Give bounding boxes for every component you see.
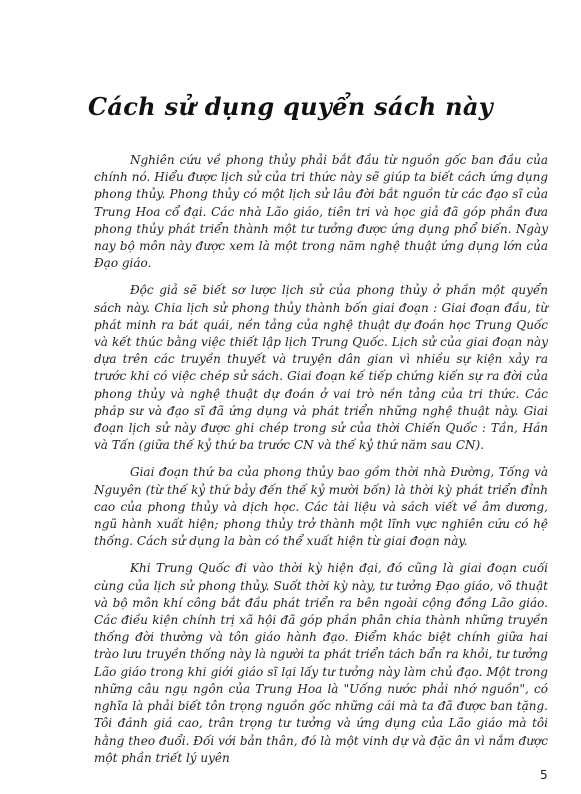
chapter-title: Cách sử dụng quyển sách này [88,92,493,121]
body-text [94,152,548,777]
paragraph: Khi Trung Quốc đi vào thời kỳ hiện đại, đó cũng là giai đoạn cuối cùng của lịch sử phong thủy. Suốt thời kỳ này, tư tưởng Đạo giáo, võ thuật và bộ môn khí công bắt đầu phát triển ra bên ngoài cộng đồng Lão giáo. Các điều kiện chính trị xã hội đã góp phần phân chia thành những truyền thống đời thường và tôn giáo hành đạo. Điểm khác biệt chính giữa hai trào lưu truyền thống này là người ta phát triển tách bẩn ra khỏi, tư tưởng Lão giáo trong khi giới giáo sĩ lại lấy tư tưởng này làm chủ đạo. Một trong những câu ngụ ngôn của Trung Hoa là "Uống nước phải nhớ nguồn", có nghĩa là phải biết tôn trọng nguồn gốc những cái mà ta đã được ban tặng. Tôi đánh giá cao, trân trọng tư tưởng và ứng dụng của Lão giáo mà tôi hằng theo đuổi. Đối với bản thân, đó là một vinh dự và đặc ân vì nắm được một phần triết lý uyên [94,561,548,765]
paragraph: Nghiên cứu về phong thủy phải bắt đầu từ nguồn gốc ban đầu của chính nó. Hiểu được lịch sử của tri thức này sẽ giúp ta biết cách ứng dụng phong thủy. Phong thủy có một lịch sử lâu đời bắt nguồn từ các đạo sĩ của Trung Hoa cổ đại. Các nhà Lão giáo, tiên tri và học giả đã góp phần đưa phong thủy phát triển thành một tư tưởng được ứng dụng phổ biến. Ngày nay bộ môn này được xem là một trong năm nghệ thuật ứng dụng lớn của Đạo giáo. [94,153,548,271]
paragraph: Giai đoạn thứ ba của phong thủy bao gồm thời nhà Đường, Tống và Nguyên (từ thế kỷ thứ bảy đến thế kỷ mười bốn) là thời kỳ phát triển đỉnh cao của phong thủy và dịch học. Các tài liệu và sách viết về âm dương, ngũ hành xuất hiện; phong thủy trở thành một lĩnh vực nghiên cứu có hệ thống. Cách sử dụng la bàn có thể xuất hiện từ giai đoạn này. [94,465,548,549]
paragraph: Độc giả sẽ biết sơ lược lịch sử của phong thủy ở phần một quyển sách này. Chia lịch sử phong thủy thành bốn giai đoạn : Giai đoạn đầu, từ phát minh ra bát quái, nền tảng của nghệ thuật dự đoán học Trung Quốc và kết thúc bằng việc thiết lập lịch Trung Quốc. Lịch sử của giai đoạn này dựa trên các truyền thuyết và truyện dân gian vì nhiều sự kiện xảy ra trước khi có việc chép sử sách. Giai đoạn kế tiếp chứng kiến sự ra đời của phong thủy và nghệ thuật dự đoán ở vai trò nền tảng của tri thức. Các pháp sư và đạo sĩ đã ứng dụng và phát triển những nghệ thuật này. Giai đoạn lịch sử này được ghi chép trong sử của thời Chiến Quốc : Tần, Hán và Tấn (giữa thế kỷ thứ ba trước CN và thế kỷ thứ năm sau CN). [94,283,548,453]
page-number: 5 [540,768,548,782]
